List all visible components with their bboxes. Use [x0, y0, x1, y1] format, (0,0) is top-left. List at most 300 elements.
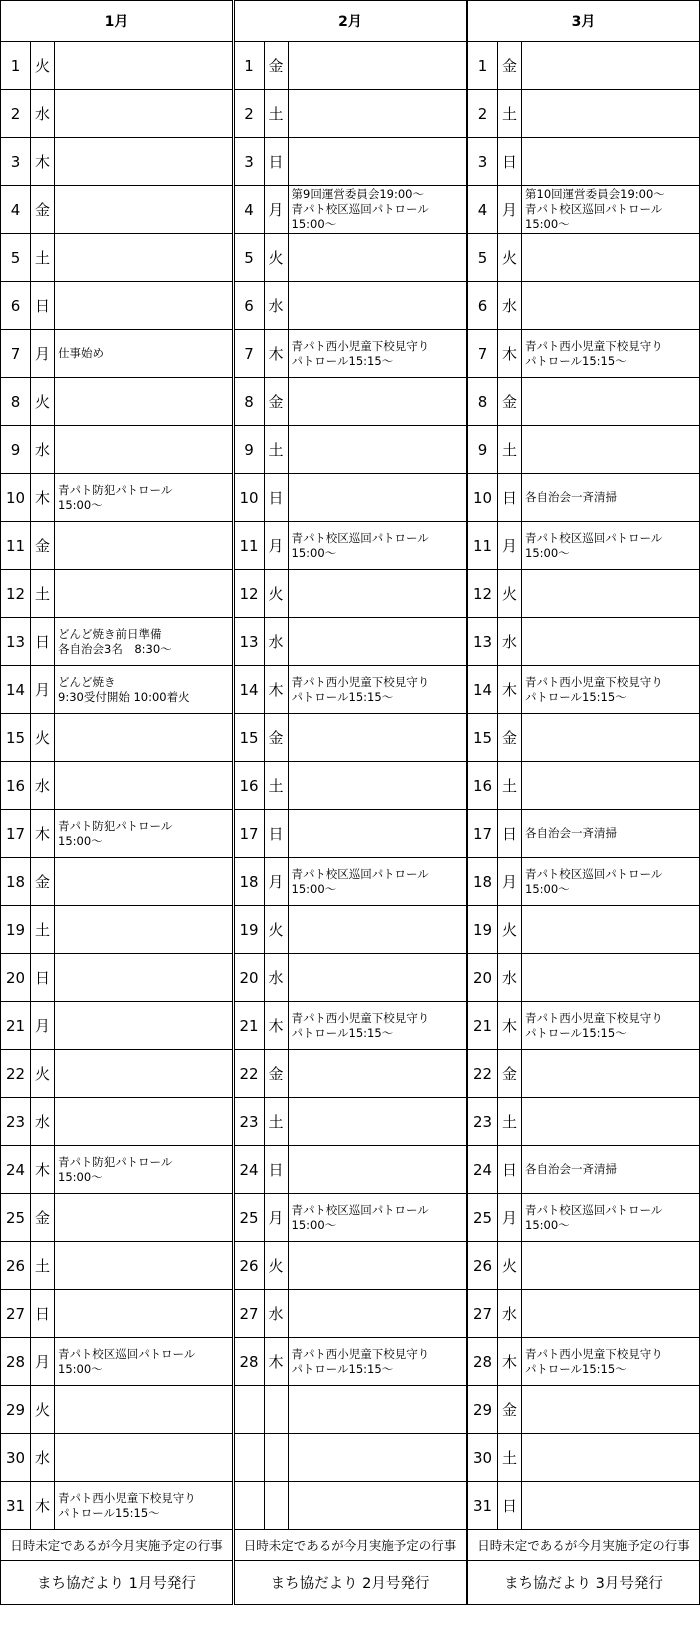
- day-number: 12: [468, 570, 498, 617]
- day-row: [1, 954, 232, 1002]
- day-number: 8: [1, 378, 31, 425]
- day-of-week: 火: [265, 906, 289, 953]
- event-text: [55, 762, 232, 809]
- day-of-week: 木: [31, 1146, 55, 1193]
- day-number: 20: [468, 954, 498, 1001]
- event-text: 青パト校区巡回パトロール 15:00～: [525, 866, 663, 896]
- day-of-week: 木: [265, 1338, 289, 1385]
- event-text: [55, 90, 232, 137]
- day-number: 12: [235, 570, 265, 617]
- day-number: 6: [235, 282, 265, 329]
- day-of-week: 金: [265, 1050, 289, 1097]
- event-text: [55, 1434, 232, 1481]
- day-of-week: 金: [265, 42, 289, 89]
- day-of-week: 月: [498, 1194, 522, 1241]
- event-text: 青パト西小児童下校見守り パトロール15:15～: [58, 1490, 196, 1520]
- event-text: [289, 378, 466, 425]
- day-row: [235, 1386, 466, 1434]
- day-of-week: 金: [31, 522, 55, 569]
- day-row: [468, 522, 699, 570]
- day-number: 16: [1, 762, 31, 809]
- month-column-february: [234, 0, 467, 1605]
- day-number: 28: [235, 1338, 265, 1385]
- day-of-week: 火: [31, 42, 55, 89]
- event-text: 青パト防犯パトロール 15:00～: [58, 818, 173, 848]
- day-number: 10: [1, 474, 31, 521]
- event-text: [522, 1386, 699, 1433]
- day-row: [1, 570, 232, 618]
- day-row: [235, 474, 466, 522]
- event-text: [289, 954, 466, 1001]
- day-of-week: 日: [265, 1146, 289, 1193]
- month-header: 3月: [468, 1, 699, 42]
- day-row: [235, 1098, 466, 1146]
- event-text: [522, 1434, 699, 1481]
- day-number: 14: [468, 666, 498, 713]
- event-text: [55, 282, 232, 329]
- day-number: 22: [1, 1050, 31, 1097]
- day-row: [468, 666, 699, 714]
- day-number: 21: [235, 1002, 265, 1049]
- day-of-week: 火: [498, 234, 522, 281]
- day-number: 18: [235, 858, 265, 905]
- day-of-week: 水: [498, 1290, 522, 1337]
- day-of-week: 日: [498, 138, 522, 185]
- day-of-week: 水: [498, 618, 522, 665]
- day-number: 11: [1, 522, 31, 569]
- day-row: [235, 234, 466, 282]
- day-number: 21: [468, 1002, 498, 1049]
- event-text: [522, 378, 699, 425]
- event-text: [289, 1050, 466, 1097]
- day-row: [468, 1482, 699, 1530]
- day-row: [1, 42, 232, 90]
- day-of-week: 火: [31, 378, 55, 425]
- event-text: [55, 906, 232, 953]
- event-text: どんど焼き前日準備 各自治会3名 8:30～: [58, 626, 172, 656]
- day-row: [1, 714, 232, 762]
- day-of-week: 月: [265, 858, 289, 905]
- day-row: [1, 1242, 232, 1290]
- day-of-week: 木: [498, 330, 522, 377]
- event-text: [289, 90, 466, 137]
- event-text: [55, 426, 232, 473]
- day-number: 21: [1, 1002, 31, 1049]
- day-of-week: 土: [498, 762, 522, 809]
- day-number: 28: [1, 1338, 31, 1385]
- day-number: 20: [235, 954, 265, 1001]
- day-of-week: 金: [498, 1386, 522, 1433]
- event-text: [522, 906, 699, 953]
- day-of-week: 木: [498, 1338, 522, 1385]
- day-of-week: 日: [265, 810, 289, 857]
- day-row: [235, 1002, 466, 1050]
- event-text: [289, 1290, 466, 1337]
- day-of-week: 木: [31, 810, 55, 857]
- day-row: [1, 1146, 232, 1194]
- day-row: [235, 1050, 466, 1098]
- event-text: [55, 954, 232, 1001]
- day-number: 4: [468, 186, 498, 233]
- day-of-week: 木: [498, 666, 522, 713]
- event-text: [55, 42, 232, 89]
- day-of-week: 月: [31, 1338, 55, 1385]
- day-number: 26: [468, 1242, 498, 1289]
- day-number: 15: [468, 714, 498, 761]
- day-row: [235, 810, 466, 858]
- day-number: 1: [1, 42, 31, 89]
- day-row: [1, 378, 232, 426]
- day-of-week: 土: [498, 1098, 522, 1145]
- day-number: 12: [1, 570, 31, 617]
- day-of-week: 日: [31, 954, 55, 1001]
- day-of-week: 木: [498, 1002, 522, 1049]
- event-text: [289, 474, 466, 521]
- day-row: [1, 666, 232, 714]
- day-of-week: 土: [31, 234, 55, 281]
- day-row: [235, 378, 466, 426]
- day-of-week: 水: [31, 1098, 55, 1145]
- event-text: [55, 1290, 232, 1337]
- day-number: 29: [468, 1386, 498, 1433]
- event-text: [289, 138, 466, 185]
- day-row: [235, 1290, 466, 1338]
- day-row: [235, 42, 466, 90]
- day-of-week: 火: [498, 1242, 522, 1289]
- day-of-week: 日: [265, 138, 289, 185]
- day-row: [468, 714, 699, 762]
- day-of-week: 土: [498, 90, 522, 137]
- day-of-week: 月: [31, 1002, 55, 1049]
- day-row: [1, 1386, 232, 1434]
- day-of-week: 日: [498, 1146, 522, 1193]
- event-text: [522, 1098, 699, 1145]
- day-row: [1, 1098, 232, 1146]
- event-text: [289, 1098, 466, 1145]
- day-row: [468, 1386, 699, 1434]
- event-text: [289, 1482, 466, 1529]
- event-text: [289, 906, 466, 953]
- day-number: 13: [468, 618, 498, 665]
- day-row: [468, 282, 699, 330]
- day-row: [1, 1290, 232, 1338]
- day-row: [1, 762, 232, 810]
- day-number: 18: [468, 858, 498, 905]
- day-number: 7: [1, 330, 31, 377]
- day-number: 5: [1, 234, 31, 281]
- day-row: [1, 618, 232, 666]
- day-number: 24: [1, 1146, 31, 1193]
- day-number: 15: [1, 714, 31, 761]
- day-of-week: 土: [498, 1434, 522, 1481]
- day-row: [1, 1338, 232, 1386]
- day-row: [468, 186, 699, 234]
- month-column-january: [0, 0, 233, 1605]
- day-number: 16: [468, 762, 498, 809]
- day-number: 3: [235, 138, 265, 185]
- day-number: 7: [468, 330, 498, 377]
- event-text: 青パト西小児童下校見守り パトロール15:15～: [291, 1346, 430, 1376]
- day-row: [235, 186, 466, 234]
- event-text: 青パト西小児童下校見守り パトロール15:15～: [525, 674, 663, 704]
- day-row: [1, 234, 232, 282]
- day-number: 24: [235, 1146, 265, 1193]
- event-text: [55, 186, 232, 233]
- day-number: 23: [468, 1098, 498, 1145]
- day-row: [468, 1002, 699, 1050]
- day-row: [1, 90, 232, 138]
- day-of-week: 土: [265, 1098, 289, 1145]
- day-row: [235, 1482, 466, 1530]
- event-text: 各自治会一斉清掃: [525, 1162, 617, 1176]
- event-text: [289, 570, 466, 617]
- day-number: 5: [235, 234, 265, 281]
- day-row: [468, 1242, 699, 1290]
- day-row: [1, 1050, 232, 1098]
- day-of-week: 日: [31, 282, 55, 329]
- day-of-week: 月: [498, 522, 522, 569]
- day-row: [235, 138, 466, 186]
- day-of-week: 日: [498, 810, 522, 857]
- event-text: [55, 1242, 232, 1289]
- day-of-week: 月: [265, 1194, 289, 1241]
- day-row: [468, 1146, 699, 1194]
- day-number: 31: [468, 1482, 498, 1529]
- day-row: [1, 282, 232, 330]
- day-number: 2: [235, 90, 265, 137]
- day-of-week: [265, 1482, 289, 1529]
- day-row: [468, 474, 699, 522]
- day-number: 25: [1, 1194, 31, 1241]
- day-number: 28: [468, 1338, 498, 1385]
- day-number: 8: [468, 378, 498, 425]
- day-row: [468, 42, 699, 90]
- day-of-week: 土: [265, 762, 289, 809]
- day-of-week: 土: [31, 1242, 55, 1289]
- day-of-week: 日: [498, 474, 522, 521]
- day-row: [468, 90, 699, 138]
- day-number: 19: [468, 906, 498, 953]
- day-of-week: 土: [498, 426, 522, 473]
- day-number: 8: [235, 378, 265, 425]
- day-of-week: 日: [265, 474, 289, 521]
- day-of-week: 金: [498, 42, 522, 89]
- day-number: 1: [468, 42, 498, 89]
- event-text: 青パト校区巡回パトロール 15:00～: [525, 1202, 663, 1232]
- day-number: 22: [235, 1050, 265, 1097]
- day-of-week: 水: [31, 426, 55, 473]
- day-row: [235, 1242, 466, 1290]
- event-text: [55, 1002, 232, 1049]
- event-text: どんど焼き 9:30受付開始 10:00着火: [58, 674, 190, 704]
- event-text: 第9回運営委員会19:00～ 青パト校区巡回パトロール 15:00～: [291, 187, 429, 231]
- month-header: 2月: [235, 1, 466, 42]
- day-number: [235, 1386, 265, 1433]
- day-of-week: 木: [31, 138, 55, 185]
- event-text: [55, 858, 232, 905]
- day-row: [1, 1194, 232, 1242]
- day-of-week: 水: [31, 90, 55, 137]
- day-row: [468, 138, 699, 186]
- day-number: 5: [468, 234, 498, 281]
- day-number: 30: [1, 1434, 31, 1481]
- day-row: [235, 426, 466, 474]
- day-number: 24: [468, 1146, 498, 1193]
- event-text: [522, 1242, 699, 1289]
- day-number: 19: [1, 906, 31, 953]
- day-number: 16: [235, 762, 265, 809]
- day-of-week: [265, 1434, 289, 1481]
- day-number: 10: [235, 474, 265, 521]
- day-row: [468, 810, 699, 858]
- day-row: [235, 954, 466, 1002]
- day-row: [235, 762, 466, 810]
- event-text: 青パト西小児童下校見守り パトロール15:15～: [291, 1010, 430, 1040]
- day-number: 6: [468, 282, 498, 329]
- day-number: 3: [468, 138, 498, 185]
- day-row: [468, 762, 699, 810]
- day-of-week: 日: [31, 618, 55, 665]
- day-rows: [468, 42, 699, 1530]
- event-text: [522, 714, 699, 761]
- month-column-march: [467, 0, 700, 1605]
- day-number: 27: [468, 1290, 498, 1337]
- event-text: [55, 570, 232, 617]
- day-row: [1, 906, 232, 954]
- day-row: [1, 1434, 232, 1482]
- day-of-week: 金: [265, 714, 289, 761]
- day-number: 14: [235, 666, 265, 713]
- day-number: [235, 1482, 265, 1529]
- day-of-week: 月: [498, 858, 522, 905]
- event-text: 青パト校区巡回パトロール 15:00～: [525, 530, 663, 560]
- day-row: [1, 1002, 232, 1050]
- event-text: [289, 762, 466, 809]
- event-text: [289, 234, 466, 281]
- day-row: [468, 378, 699, 426]
- day-of-week: 金: [498, 378, 522, 425]
- day-row: [468, 1338, 699, 1386]
- day-number: 3: [1, 138, 31, 185]
- day-number: 19: [235, 906, 265, 953]
- event-text: [522, 1050, 699, 1097]
- day-of-week: 土: [265, 426, 289, 473]
- day-number: 6: [1, 282, 31, 329]
- event-text: 青パト防犯パトロール 15:00～: [58, 1154, 173, 1184]
- day-number: 17: [235, 810, 265, 857]
- day-number: 30: [468, 1434, 498, 1481]
- event-text: [289, 1146, 466, 1193]
- event-text: 各自治会一斉清掃: [525, 826, 617, 840]
- day-of-week: 火: [265, 570, 289, 617]
- day-of-week: 水: [265, 1290, 289, 1337]
- day-number: 13: [235, 618, 265, 665]
- day-of-week: 月: [31, 666, 55, 713]
- day-row: [468, 1290, 699, 1338]
- event-text: 仕事始め: [58, 346, 104, 360]
- undated-events-note: 日時未定であるが今月実施予定の行事: [235, 1530, 466, 1561]
- day-of-week: 木: [31, 1482, 55, 1529]
- day-of-week: 火: [31, 1050, 55, 1097]
- day-number: 7: [235, 330, 265, 377]
- day-of-week: 月: [498, 186, 522, 233]
- event-text: 青パト西小児童下校見守り パトロール15:15～: [525, 1010, 663, 1040]
- day-of-week: 火: [31, 1386, 55, 1433]
- event-text: 青パト校区巡回パトロール 15:00～: [291, 530, 429, 560]
- event-text: [55, 378, 232, 425]
- day-row: [1, 426, 232, 474]
- day-row: [235, 90, 466, 138]
- day-row: [1, 810, 232, 858]
- event-text: [289, 1242, 466, 1289]
- undated-events-note: 日時未定であるが今月実施予定の行事: [468, 1530, 699, 1561]
- event-text: [289, 426, 466, 473]
- event-text: [289, 282, 466, 329]
- event-text: 青パト防犯パトロール 15:00～: [58, 482, 173, 512]
- event-text: 青パト校区巡回パトロール 15:00～: [58, 1346, 196, 1376]
- event-text: 青パト校区巡回パトロール 15:00～: [291, 866, 429, 896]
- event-text: [55, 234, 232, 281]
- day-of-week: 日: [31, 1290, 55, 1337]
- day-row: [235, 1338, 466, 1386]
- day-of-week: [265, 1386, 289, 1433]
- day-row: [235, 522, 466, 570]
- day-number: 10: [468, 474, 498, 521]
- day-row: [468, 1050, 699, 1098]
- day-of-week: 木: [31, 474, 55, 521]
- newsletter-issue: まち協だより 2月号発行: [270, 1576, 430, 1592]
- day-of-week: 水: [31, 762, 55, 809]
- day-of-week: 金: [498, 714, 522, 761]
- day-number: 15: [235, 714, 265, 761]
- day-number: 27: [1, 1290, 31, 1337]
- day-row: [1, 522, 232, 570]
- day-of-week: 火: [498, 570, 522, 617]
- day-number: 26: [235, 1242, 265, 1289]
- day-of-week: 火: [31, 714, 55, 761]
- day-number: 20: [1, 954, 31, 1001]
- day-of-week: 水: [265, 282, 289, 329]
- day-row: [468, 330, 699, 378]
- day-row: [1, 474, 232, 522]
- event-text: [55, 1050, 232, 1097]
- event-text: [55, 138, 232, 185]
- day-number: 27: [235, 1290, 265, 1337]
- event-text: [522, 426, 699, 473]
- day-number: 4: [235, 186, 265, 233]
- event-text: [55, 522, 232, 569]
- day-row: [468, 1434, 699, 1482]
- event-text: [55, 714, 232, 761]
- event-text: [522, 282, 699, 329]
- event-text: [522, 618, 699, 665]
- day-rows: [235, 42, 466, 1530]
- day-of-week: 金: [265, 378, 289, 425]
- day-of-week: 金: [31, 186, 55, 233]
- day-number: 22: [468, 1050, 498, 1097]
- day-number: [235, 1434, 265, 1481]
- day-row: [1, 330, 232, 378]
- event-text: 青パト校区巡回パトロール 15:00～: [291, 1202, 429, 1232]
- day-number: 11: [468, 522, 498, 569]
- day-row: [1, 1482, 232, 1530]
- day-of-week: 土: [265, 90, 289, 137]
- day-row: [468, 858, 699, 906]
- day-row: [235, 1194, 466, 1242]
- month-header: 1月: [1, 1, 232, 42]
- day-row: [235, 1146, 466, 1194]
- event-text: [289, 1434, 466, 1481]
